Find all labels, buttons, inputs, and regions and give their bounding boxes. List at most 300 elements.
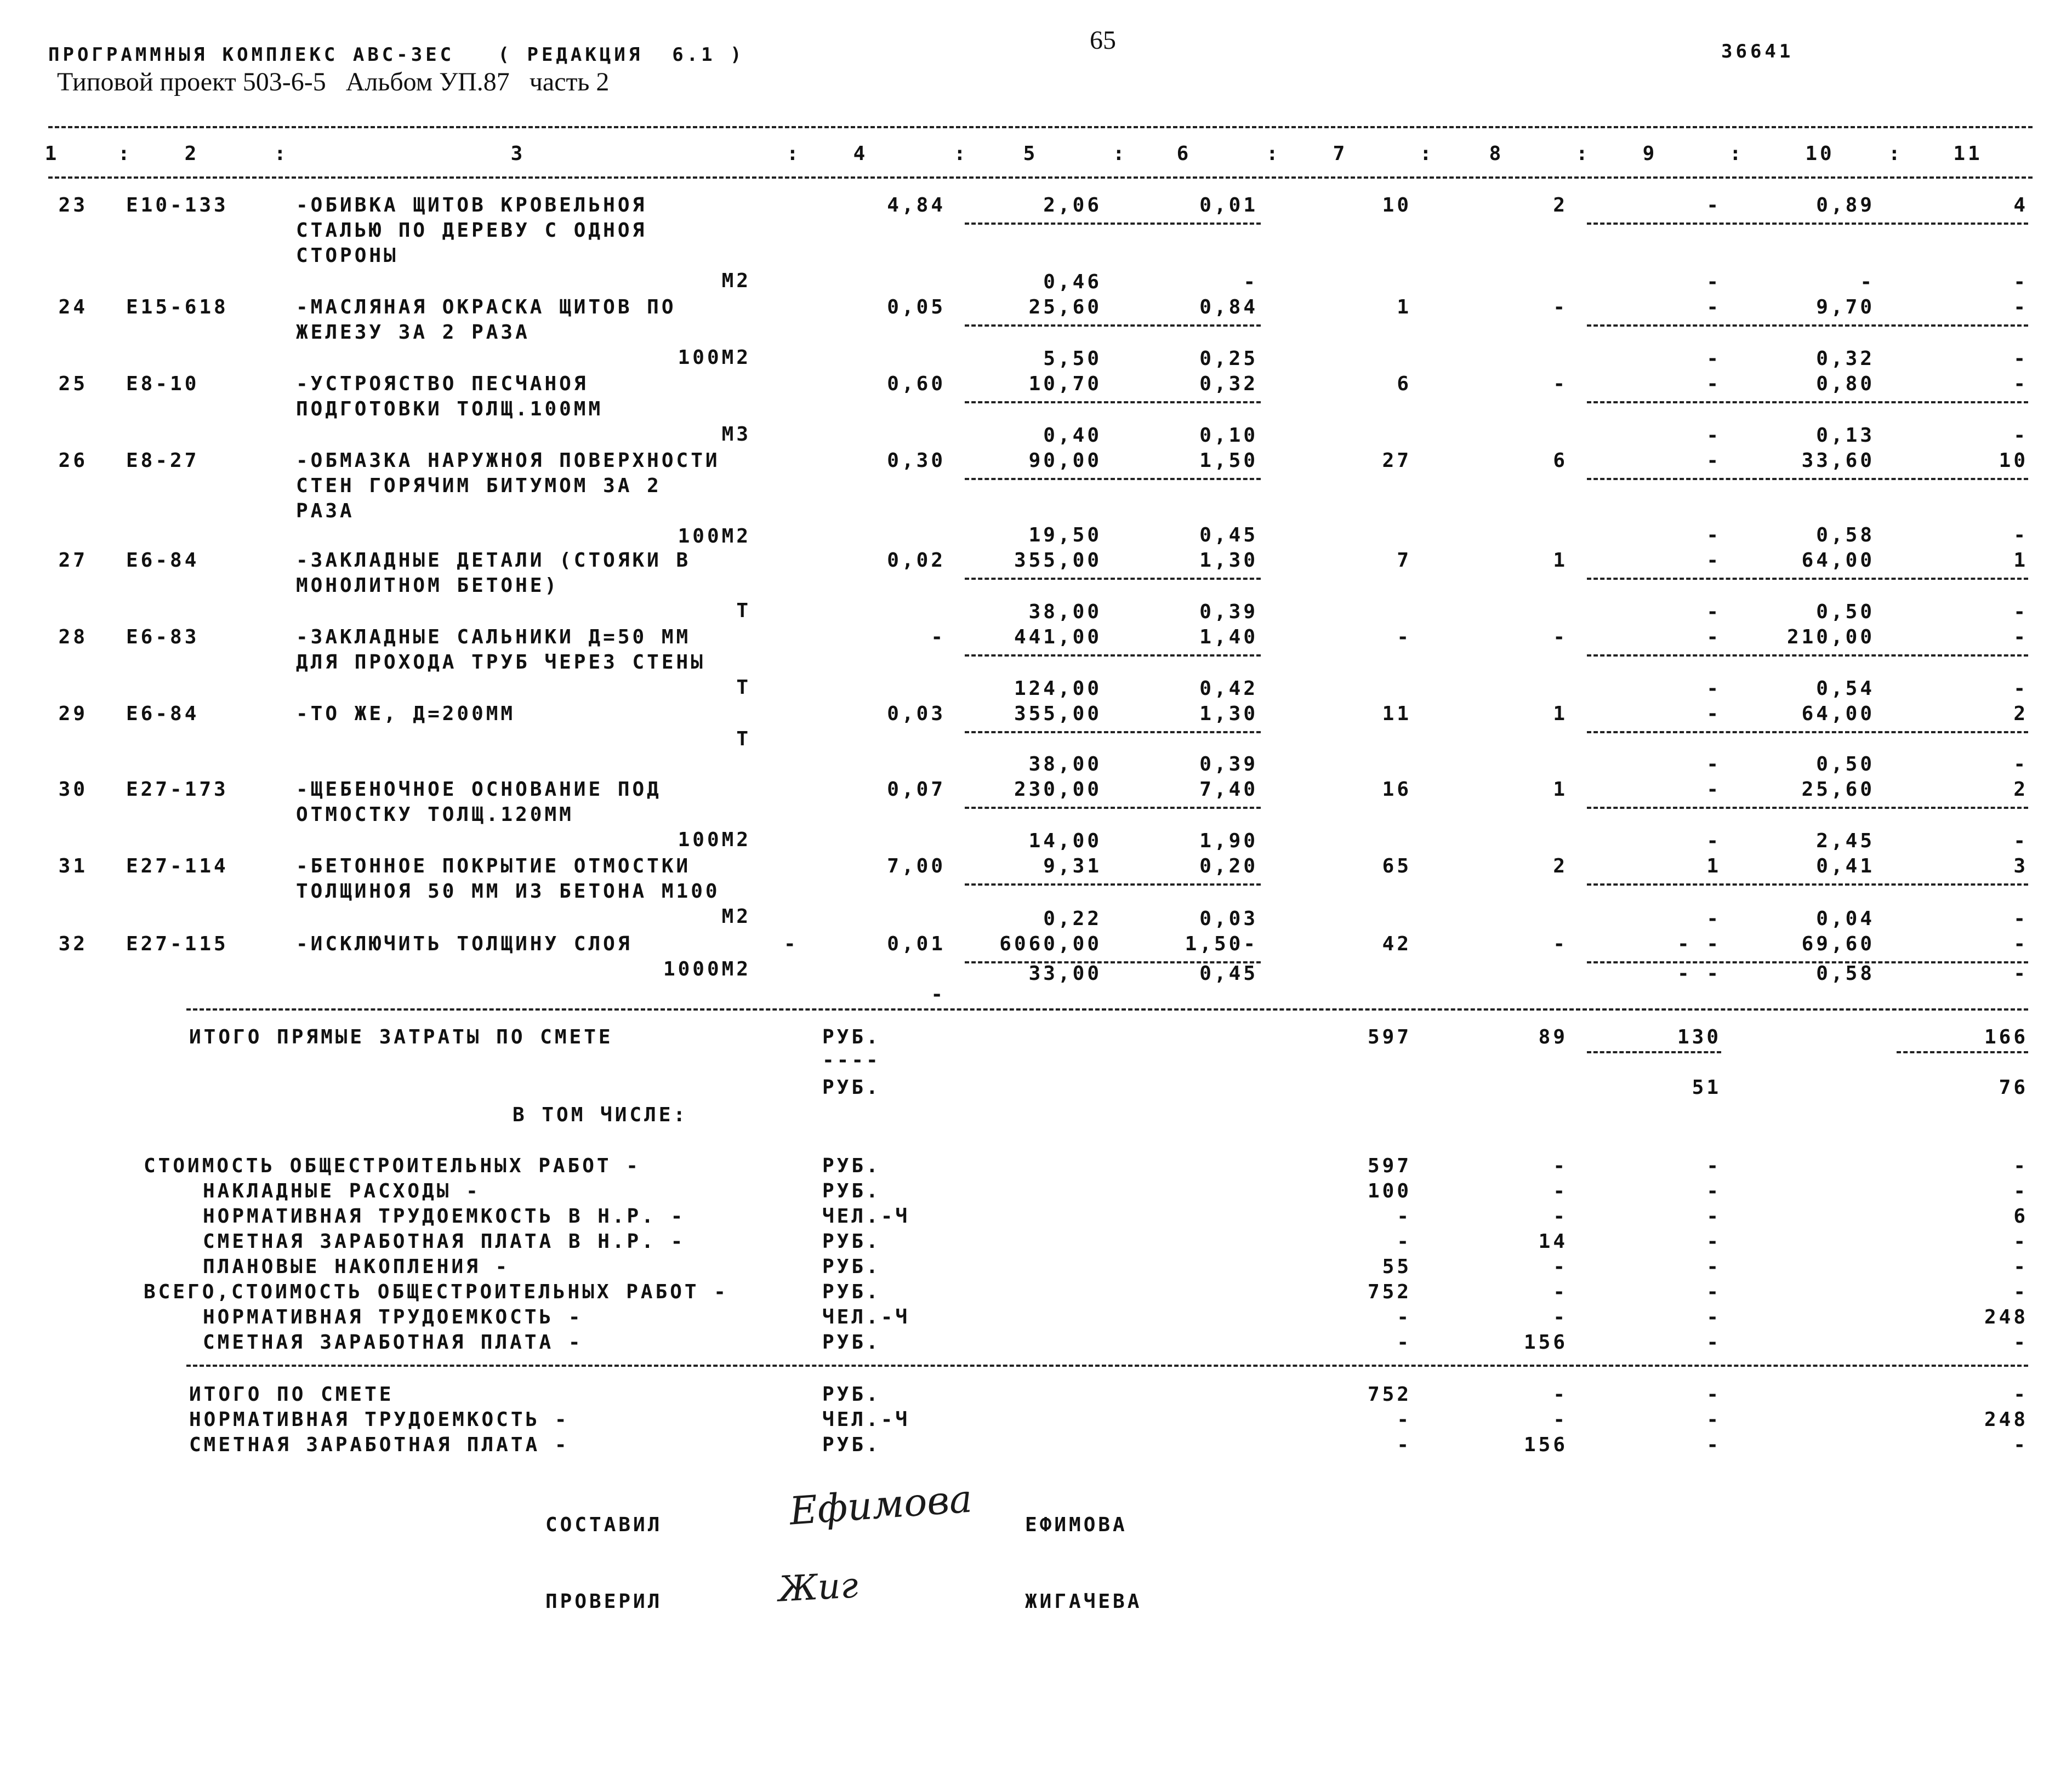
summary-c7: - [1397, 1230, 1411, 1253]
work-description: -БЕТОННОЕ ПОКРЫТИЕ ОТМОСТКИ [296, 855, 691, 877]
total-cost: 11 [1382, 703, 1411, 725]
summary-unit: РУБ. [822, 1230, 881, 1253]
column-separator: : [1729, 142, 1744, 165]
unit-cost: 6060,00 [999, 933, 1102, 955]
compiled-signature: Ефимова [788, 1476, 974, 1534]
direct-costs-c7: 597 [1367, 1026, 1411, 1048]
summary-c11: - [2013, 1281, 2028, 1303]
labor-total: - [2013, 626, 2028, 648]
work-description: -ОБМАЗКА НАРУЖНОЯ ПОВЕРХНОСТИ [296, 449, 720, 472]
work-description: -ЗАКЛАДНЫЕ ДЕТАЛИ (СТОЯКИ В [296, 549, 691, 572]
sub-rule-left [965, 807, 1261, 809]
totals-c7: - [1397, 1434, 1411, 1456]
sub-rule-left [965, 654, 1261, 657]
unit-cost: 9,31 [1043, 855, 1102, 877]
total-wage: - [1553, 373, 1568, 395]
summary-unit: ЧЕЛ.-Ч [822, 1306, 910, 1328]
unit-cost-machine: 0,40 [1043, 424, 1102, 447]
unit-cost-machine: 38,00 [1028, 753, 1102, 775]
page-number: 65 [1090, 26, 1116, 55]
unit-cost: 10,70 [1028, 373, 1102, 395]
work-description: ПОДГОТОВКИ ТОЛЩ.100ММ [296, 398, 604, 420]
unit-wage-machine: 0,42 [1199, 677, 1258, 700]
labor-machine-total: - [2013, 347, 2028, 370]
summary-c8: - [1553, 1306, 1568, 1328]
checked-label: ПРОВЕРИЛ [545, 1590, 663, 1613]
quantity: - [931, 626, 946, 648]
summary-label: ПЛАНОВЫЕ НАКОПЛЕНИЯ - [203, 1256, 510, 1278]
norm-code: Е15-618 [126, 296, 229, 318]
summary-label: НОРМАТИВНАЯ ТРУДОЕМКОСТЬ В Н.Р. - [203, 1205, 686, 1228]
labor-unit: 33,60 [1801, 449, 1875, 472]
total-wage: 2 [1553, 855, 1568, 877]
norm-code: Е8-10 [126, 373, 200, 395]
quantity: 0,60 [887, 373, 946, 395]
machine-cost: - [1706, 296, 1721, 318]
totals-unit: РУБ. [822, 1434, 881, 1456]
row32-desc-minus: - [784, 933, 799, 955]
column-header-6: 6 [1176, 142, 1192, 165]
norm-code: Е27-173 [126, 778, 229, 801]
unit-cost: 355,00 [1014, 703, 1102, 725]
summary-c9: - [1706, 1205, 1721, 1228]
labor-machine: 0,13 [1816, 424, 1875, 447]
labor-unit: 64,00 [1801, 703, 1875, 725]
sub-rule-left [965, 578, 1261, 580]
column-header-7: 7 [1333, 142, 1348, 165]
labor-machine-total: - [2013, 271, 2028, 293]
unit: Т [736, 728, 751, 750]
labor-machine-total: - [2013, 524, 2028, 546]
summary-c9: - [1706, 1256, 1721, 1278]
unit-wage-machine: 0,39 [1199, 601, 1258, 623]
labor-machine-total: - [2013, 753, 2028, 775]
row-number: 29 [58, 703, 88, 725]
machine-wage: - [1706, 908, 1721, 930]
unit: 1000М2 [663, 958, 751, 980]
total-cost: 7 [1397, 549, 1411, 572]
work-description: -ИСКЛЮЧИТЬ ТОЛЩИНУ СЛОЯ [296, 933, 633, 955]
summary-c7: 597 [1367, 1155, 1411, 1177]
machine-cost: - [1706, 703, 1721, 725]
summary-rule-top [186, 1008, 2028, 1011]
work-description: ОТМОСТКУ ТОЛЩ.120ММ [296, 803, 574, 826]
summary-c7: - [1397, 1205, 1411, 1228]
direct-costs-c9: 130 [1677, 1026, 1721, 1048]
work-description: -ОБИВКА ЩИТОВ КРОВЕЛЬНОЯ [296, 194, 647, 216]
machine-wage: - [1706, 424, 1721, 447]
compiled-label: СОСТАВИЛ [545, 1514, 663, 1536]
unit: 100М2 [678, 525, 751, 547]
row-number: 30 [58, 778, 88, 801]
machine-cost: - [1706, 549, 1721, 572]
unit-wage: 7,40 [1199, 778, 1258, 801]
quantity: 7,00 [887, 855, 946, 877]
total-wage: 6 [1553, 449, 1568, 472]
summary-c8: 14 [1538, 1230, 1568, 1253]
totals-c9: - [1706, 1383, 1721, 1406]
norm-code: Е27-115 [126, 933, 229, 955]
row-number: 32 [58, 933, 88, 955]
totals-c8: 156 [1523, 1434, 1568, 1456]
labor-machine-total: - [2013, 908, 2028, 930]
unit-cost-machine: 38,00 [1028, 601, 1102, 623]
column-header-3: 3 [510, 142, 526, 165]
labor-machine: 0,58 [1816, 962, 1875, 985]
summary-c9: - [1706, 1155, 1721, 1177]
totals-label: ИТОГО ПО СМЕТЕ [189, 1383, 394, 1406]
labor-machine: - [1860, 271, 1875, 293]
sub-rule-right [1587, 731, 2028, 733]
program-header: ПРОГРАММНЫЯ КОМПЛЕКС АВС-3ЕС ( РЕДАКЦИЯ 6.1 ) [48, 44, 745, 66]
column-separator: : [1576, 142, 1591, 165]
unit-wage: 0,32 [1199, 373, 1258, 395]
unit-wage: 1,40 [1199, 626, 1258, 648]
machine-wage: - [1706, 753, 1721, 775]
machine-wage: - - [1677, 962, 1721, 985]
total-cost: 6 [1397, 373, 1411, 395]
direct-costs-unit: РУБ. [822, 1026, 881, 1048]
sub-rule-left [965, 401, 1261, 403]
column-separator: : [1266, 142, 1281, 165]
machine-cost: - [1706, 778, 1721, 801]
column-header-11: 11 [1953, 142, 1983, 165]
unit-cost-machine: 14,00 [1028, 830, 1102, 852]
unit-cost: 25,60 [1028, 296, 1102, 318]
labor-unit: 0,41 [1816, 855, 1875, 877]
sub-rule-left [965, 883, 1261, 886]
labor-unit: 210,00 [1786, 626, 1875, 648]
norm-code: Е10-133 [126, 194, 229, 216]
labor-machine: 2,45 [1816, 830, 1875, 852]
column-header-8: 8 [1489, 142, 1504, 165]
labor-total: - [2013, 296, 2028, 318]
row-number: 24 [58, 296, 88, 318]
summary-c9: - [1706, 1281, 1721, 1303]
work-description: -ЗАКЛАДНЫЕ САЛЬНИКИ Д=50 ММ [296, 626, 691, 648]
norm-code: Е8-27 [126, 449, 200, 472]
totals-unit: РУБ. [822, 1383, 881, 1406]
machine-cost: - - [1677, 933, 1721, 955]
quantity: 4,84 [887, 194, 946, 216]
unit-wage-machine: 0,10 [1199, 424, 1258, 447]
summary-c8: 156 [1523, 1331, 1568, 1354]
norm-code: Е6-84 [126, 703, 200, 725]
summary-c8: - [1553, 1281, 1568, 1303]
summary-c11: - [2013, 1155, 2028, 1177]
summary-c9: - [1706, 1230, 1721, 1253]
row32-c4-minus: - [931, 983, 946, 1006]
summary-c8: - [1553, 1155, 1568, 1177]
totals-c8: - [1553, 1408, 1568, 1431]
unit-cost-machine: 33,00 [1028, 962, 1102, 985]
unit-wage-machine: - [1243, 271, 1258, 293]
sub-rule-right [1587, 401, 2028, 403]
labor-total: 1 [2013, 549, 2028, 572]
labor-total: 10 [1999, 449, 2028, 472]
unit: М2 [721, 905, 751, 928]
direct-costs-c9b: 51 [1692, 1076, 1721, 1099]
total-wage: 2 [1553, 194, 1568, 216]
unit-cost-machine: 124,00 [1014, 677, 1102, 700]
summary-c7: - [1397, 1306, 1411, 1328]
summary-c9: - [1706, 1306, 1721, 1328]
totals-unit: ЧЕЛ.-Ч [822, 1408, 910, 1431]
checked-name: ЖИГАЧЕВА [1025, 1590, 1142, 1613]
summary-c7: - [1397, 1331, 1411, 1354]
unit-wage: 0,20 [1199, 855, 1258, 877]
summary-label: СМЕТНАЯ ЗАРАБОТНАЯ ПЛАТА В Н.Р. - [203, 1230, 686, 1253]
unit-wage: 1,50- [1185, 933, 1258, 955]
unit-wage: 1,50 [1199, 449, 1258, 472]
summary-rule-mid [186, 1365, 2028, 1367]
summary-label: НАКЛАДНЫЕ РАСХОДЫ - [203, 1180, 481, 1202]
unit-wage: 0,84 [1199, 296, 1258, 318]
doc-code: 36641 [1721, 41, 1794, 62]
labor-unit: 9,70 [1816, 296, 1875, 318]
column-separator: : [1888, 142, 1903, 165]
unit-cost-machine: 0,46 [1043, 271, 1102, 293]
unit: 100М2 [678, 829, 751, 851]
sub-rule-left [965, 731, 1261, 733]
column-separator: : [954, 142, 969, 165]
labor-machine: 0,50 [1816, 753, 1875, 775]
labor-total: - [2013, 373, 2028, 395]
machine-cost: - [1706, 194, 1721, 216]
direct-costs-unit-dash: ---- [822, 1049, 881, 1071]
summary-c11: - [2013, 1180, 2028, 1202]
sub-rule-right [1587, 478, 2028, 480]
column-header-1: 1 [44, 142, 60, 165]
sub-rule-left [965, 222, 1261, 225]
summary-unit: ЧЕЛ.-Ч [822, 1205, 910, 1228]
unit-cost-machine: 5,50 [1043, 347, 1102, 370]
summary-label: НОРМАТИВНАЯ ТРУДОЕМКОСТЬ - [203, 1306, 583, 1328]
row-number: 31 [58, 855, 88, 877]
header-rule-bottom [48, 176, 2033, 179]
column-header-4: 4 [853, 142, 868, 165]
sub-rule-left [965, 478, 1261, 480]
machine-wage: - [1706, 347, 1721, 370]
row-number: 27 [58, 549, 88, 572]
work-description: СТЕН ГОРЯЧИМ БИТУМОМ ЗА 2 [296, 475, 662, 497]
total-cost: 42 [1382, 933, 1411, 955]
labor-total: - [2013, 933, 2028, 955]
summary-unit: РУБ. [822, 1180, 881, 1202]
labor-machine-total: - [2013, 677, 2028, 700]
totals-c8: - [1553, 1383, 1568, 1406]
summary-c7: 100 [1367, 1180, 1411, 1202]
direct-rule-11 [1897, 1051, 2028, 1053]
totals-label: НОРМАТИВНАЯ ТРУДОЕМКОСТЬ - [189, 1408, 570, 1431]
column-header-10: 10 [1805, 142, 1835, 165]
column-separator: : [1113, 142, 1128, 165]
column-header-2: 2 [184, 142, 200, 165]
sub-rule-right [1587, 324, 2028, 327]
column-separator: : [787, 142, 801, 165]
unit: Т [736, 600, 751, 622]
unit: 100М2 [678, 346, 751, 369]
unit-cost: 441,00 [1014, 626, 1102, 648]
labor-machine-total: - [2013, 424, 2028, 447]
direct-costs-c11: 166 [1984, 1026, 2028, 1048]
work-description: СТОРОНЫ [296, 244, 399, 267]
sub-rule-right [1587, 807, 2028, 809]
totals-c7: - [1397, 1408, 1411, 1431]
row-number: 28 [58, 626, 88, 648]
sub-rule-right [1587, 654, 2028, 657]
quantity: 0,02 [887, 549, 946, 572]
labor-total: 4 [2013, 194, 2028, 216]
totals-label: СМЕТНАЯ ЗАРАБОТНАЯ ПЛАТА - [189, 1434, 570, 1456]
labor-unit: 64,00 [1801, 549, 1875, 572]
direct-costs-label: ИТОГО ПРЯМЫЕ ЗАТРАТЫ ПО СМЕТЕ [189, 1026, 613, 1048]
unit: М2 [721, 270, 751, 292]
summary-label: СТОИМОСТЬ ОБЩЕСТРОИТЕЛЬНЫХ РАБОТ - [144, 1155, 641, 1177]
unit-wage: 1,30 [1199, 549, 1258, 572]
project-title: Типовой проект 503-6-5 Альбом УП.87 часть 2 [57, 67, 610, 96]
norm-code: Е6-84 [126, 549, 200, 572]
machine-wage: - [1706, 830, 1721, 852]
sub-rule-right [1587, 578, 2028, 580]
row-number: 26 [58, 449, 88, 472]
total-cost: 65 [1382, 855, 1411, 877]
sub-rule-right [1587, 883, 2028, 886]
summary-c11: 248 [1984, 1306, 2028, 1328]
labor-machine: 0,54 [1816, 677, 1875, 700]
labor-unit: 0,80 [1816, 373, 1875, 395]
machine-wage: - [1706, 677, 1721, 700]
unit-wage-machine: 1,90 [1199, 830, 1258, 852]
totals-c9: - [1706, 1434, 1721, 1456]
machine-wage: - [1706, 524, 1721, 546]
summary-c8: - [1553, 1205, 1568, 1228]
labor-machine: 0,04 [1816, 908, 1875, 930]
summary-unit: РУБ. [822, 1155, 881, 1177]
row-number: 23 [58, 194, 88, 216]
unit-wage-machine: 0,25 [1199, 347, 1258, 370]
direct-costs-c11b: 76 [1999, 1076, 2028, 1099]
unit-wage-machine: 0,45 [1199, 524, 1258, 546]
totals-c9: - [1706, 1408, 1721, 1431]
summary-c9: - [1706, 1180, 1721, 1202]
unit-cost: 90,00 [1028, 449, 1102, 472]
labor-machine-total: - [2013, 962, 2028, 985]
unit-wage: 0,01 [1199, 194, 1258, 216]
unit-cost: 2,06 [1043, 194, 1102, 216]
work-description: СТАЛЬЮ ПО ДЕРЕВУ С ОДНОЯ [296, 219, 647, 242]
summary-c7: 752 [1367, 1281, 1411, 1303]
work-description: ДЛЯ ПРОХОДА ТРУБ ЧЕРЕЗ СТЕНЫ [296, 651, 705, 674]
work-description: -ЩЕБЕНОЧНОЕ ОСНОВАНИЕ ПОД [296, 778, 662, 801]
total-wage: - [1553, 626, 1568, 648]
total-cost: 16 [1382, 778, 1411, 801]
labor-total: 2 [2013, 703, 2028, 725]
totals-c11: - [2013, 1434, 2028, 1456]
summary-label: СМЕТНАЯ ЗАРАБОТНАЯ ПЛАТА - [203, 1331, 583, 1354]
work-description: -МАСЛЯНАЯ ОКРАСКА ЩИТОВ ПО [296, 296, 676, 318]
summary-c8: - [1553, 1256, 1568, 1278]
summary-label: ВСЕГО,СТОИМОСТЬ ОБЩЕСТРОИТЕЛЬНЫХ РАБОТ - [144, 1281, 728, 1303]
direct-rule-9 [1587, 1051, 1721, 1053]
labor-machine: 0,58 [1816, 524, 1875, 546]
quantity: 0,03 [887, 703, 946, 725]
quantity: 0,05 [887, 296, 946, 318]
totals-c11: 248 [1984, 1408, 2028, 1431]
labor-machine-total: - [2013, 830, 2028, 852]
summary-unit: РУБ. [822, 1331, 881, 1354]
summary-c9: - [1706, 1331, 1721, 1354]
row-number: 25 [58, 373, 88, 395]
machine-cost: - [1706, 449, 1721, 472]
column-separator: : [118, 142, 133, 165]
machine-cost: - [1706, 626, 1721, 648]
total-wage: 1 [1553, 549, 1568, 572]
unit-wage-machine: 0,45 [1199, 962, 1258, 985]
total-cost: - [1397, 626, 1411, 648]
direct-costs-unit2: РУБ. [822, 1076, 881, 1099]
work-description: ТОЛЩИНОЯ 50 ММ ИЗ БЕТОНА М100 [296, 880, 720, 903]
sub-rule-left [965, 324, 1261, 327]
quantity: 0,07 [887, 778, 946, 801]
compiled-name: ЕФИМОВА [1025, 1514, 1128, 1536]
summary-c8: - [1553, 1180, 1568, 1202]
machine-cost: 1 [1706, 855, 1721, 877]
labor-machine-total: - [2013, 601, 2028, 623]
labor-total: 2 [2013, 778, 2028, 801]
summary-unit: РУБ. [822, 1256, 881, 1278]
summary-c11: - [2013, 1331, 2028, 1354]
total-wage: 1 [1553, 778, 1568, 801]
work-description: ЖЕЛЕЗУ ЗА 2 РАЗА [296, 321, 530, 344]
totals-c7: 752 [1367, 1383, 1411, 1406]
total-wage: - [1553, 933, 1568, 955]
summary-c11: 6 [2013, 1205, 2028, 1228]
unit-wage-machine: 0,39 [1199, 753, 1258, 775]
machine-cost: - [1706, 373, 1721, 395]
machine-wage: - [1706, 271, 1721, 293]
checked-signature: Жиг [777, 1565, 859, 1610]
unit: М3 [721, 423, 751, 446]
including-label: В ТОМ ЧИСЛЕ: [513, 1104, 688, 1126]
unit: Т [736, 676, 751, 699]
column-separator: : [274, 142, 289, 165]
work-description: МОНОЛИТНОМ БЕТОНЕ) [296, 574, 560, 597]
labor-machine: 0,32 [1816, 347, 1875, 370]
summary-c7: 55 [1382, 1256, 1411, 1278]
unit-wage: 1,30 [1199, 703, 1258, 725]
labor-unit: 69,60 [1801, 933, 1875, 955]
total-cost: 10 [1382, 194, 1411, 216]
labor-total: 3 [2013, 855, 2028, 877]
column-separator: : [1420, 142, 1435, 165]
quantity: 0,01 [887, 933, 946, 955]
column-header-5: 5 [1023, 142, 1038, 165]
direct-costs-c8: 89 [1538, 1026, 1568, 1048]
unit-cost: 230,00 [1014, 778, 1102, 801]
total-wage: - [1553, 296, 1568, 318]
labor-machine: 0,50 [1816, 601, 1875, 623]
summary-c11: - [2013, 1230, 2028, 1253]
quantity: 0,30 [887, 449, 946, 472]
work-description: -ТО ЖЕ, Д=200ММ [296, 703, 516, 725]
unit-wage-machine: 0,03 [1199, 908, 1258, 930]
norm-code: Е27-114 [126, 855, 229, 877]
totals-c11: - [2013, 1383, 2028, 1406]
header-rule-top [48, 126, 2033, 128]
sub-rule-right [1587, 222, 2028, 225]
labor-unit: 0,89 [1816, 194, 1875, 216]
